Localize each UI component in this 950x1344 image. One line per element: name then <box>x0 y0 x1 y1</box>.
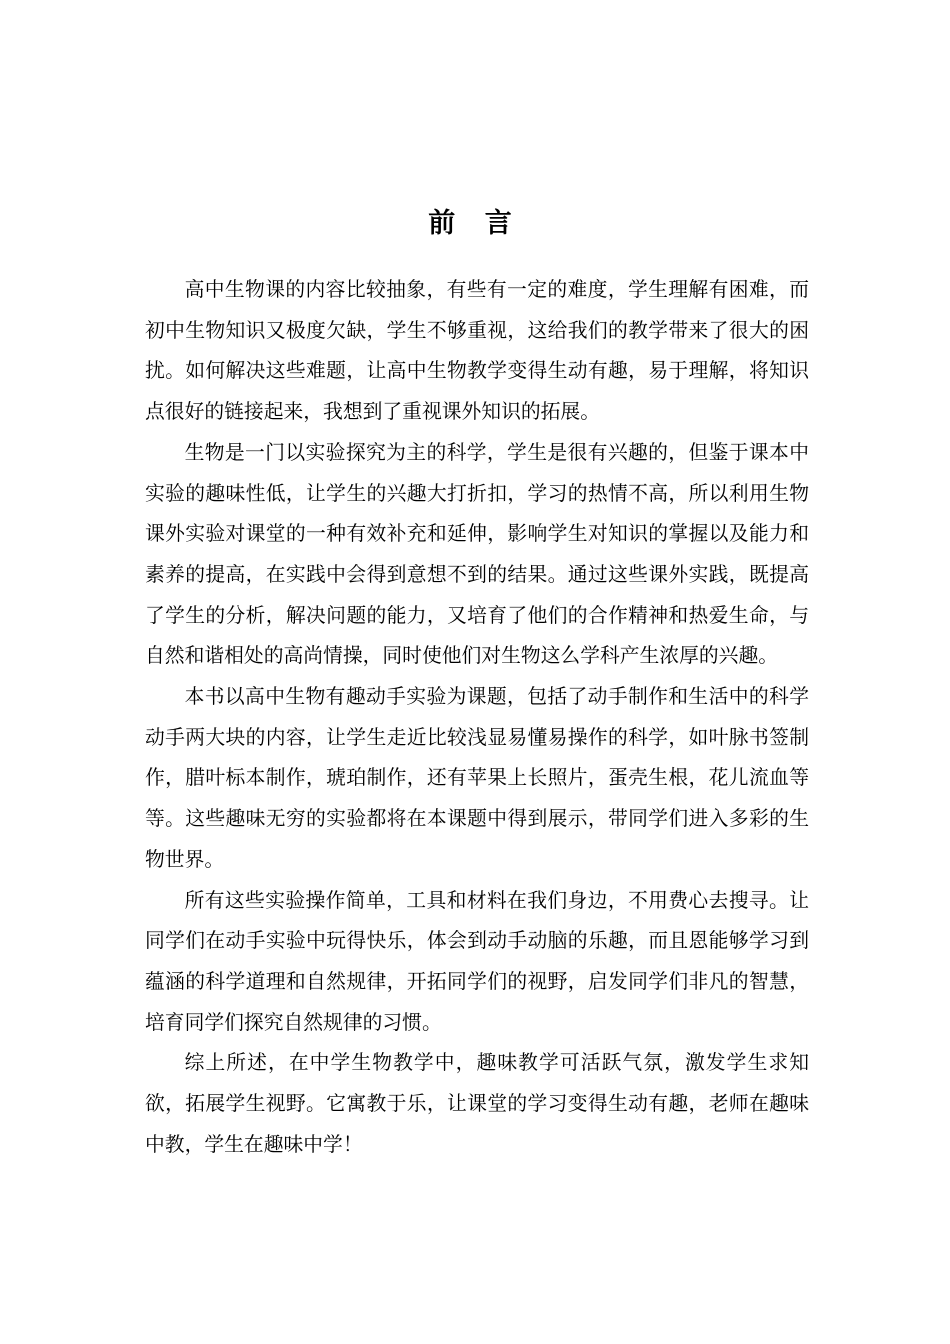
page-title: 前 言 <box>428 208 522 239</box>
paragraph-3: 本书以高中生物有趣动手实验为课题，包括了动手制作和生活中的科学动手两大块的内容，让学生走近比较浅显易懂易操作的科学，如叶脉书签制作，腊叶标本制作，琥珀制作，还有苹果上长照片，蛋壳生根，花儿流血等等。这些趣味无穷的实验都将在本课题中得到展示，带同学们进入多彩的生物世界。 <box>145 685 809 871</box>
paragraph-4: 所有这些实验操作简单，工具和材料在我们身边，不用费心去搜寻。让同学们在动手实验中玩得快乐，体会到动手动脑的乐趣，而且恩能够学习到蕴涵的科学道理和自然规律，开拓同学们的视野，启发同学们非凡的智慧，培育同学们探究自然规律的习惯。 <box>145 888 809 1034</box>
paragraph-1: 高中生物课的内容比较抽象，有些有一定的难度，学生理解有困难，而初中生物知识又极度欠缺，学生不够重视，这给我们的教学带来了很大的困扰。如何解决这些难题，让高中生物教学变得生动有趣，易于理解，将知识点很好的链接起来，我想到了重视课外知识的拓展。 <box>145 278 809 424</box>
paragraph-5: 综上所述，在中学生物教学中，趣味教学可活跃气氛，激发学生求知欲，拓展学生视野。它寓教于乐，让课堂的学习变得生动有趣，老师在趣味中教，学生在趣味中学！ <box>145 1051 809 1156</box>
paragraph-2: 生物是一门以实验探究为主的科学，学生是很有兴趣的，但鉴于课本中实验的趣味性低，让学生的兴趣大打折扣，学习的热情不高，所以利用生物课外实验对课堂的一种有效补充和延伸，影响学生对知识的掌握以及能力和素养的提高，在实践中会得到意想不到的结果。通过这些课外实践，既提高了学生的分析，解决问题的能力，又培育了他们的合作精神和热爱生命，与自然和谐相处的高尚情操，同时使他们对生物这么学科产生浓厚的兴趣。 <box>145 440 809 668</box>
preface-body <box>145 270 809 1165</box>
